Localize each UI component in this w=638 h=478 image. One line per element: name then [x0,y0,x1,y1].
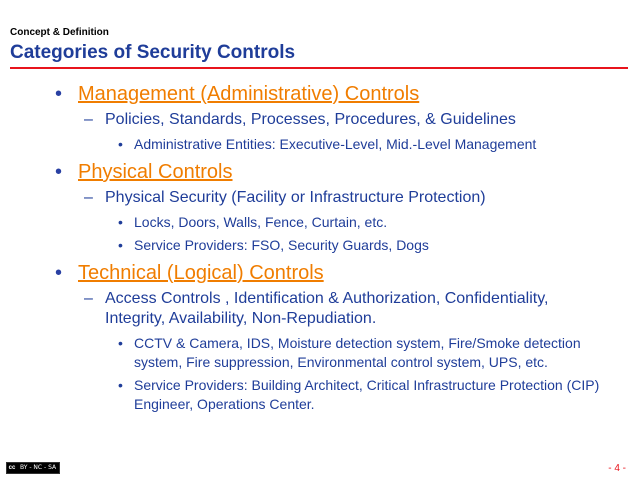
sub-list-item-text: Service Providers: Building Architect, Critical Infrastructure Protection (CIP) Engineer, Operations Center. [134,377,600,412]
section-heading-link[interactable]: Technical (Logical) Controls [78,262,324,284]
list-item [0,188,638,208]
list-item [0,289,638,329]
sub-list-item-text: Administrative Entities: Executive-Level, Mid.-Level Management [134,136,537,152]
dash-icon: – [84,189,93,206]
sub-list-item-text: Locks, Doors, Walls, Fence, Curtain, etc. [134,214,388,230]
slide-title: Categories of Security Controls [10,42,296,63]
section-heading [0,160,638,184]
title-divider [10,67,628,69]
list-item-text: Physical Security (Facility or Infrastructure Protection) [105,189,486,206]
bullet-icon: • [55,262,63,284]
list-item [0,110,638,130]
sub-list-item [0,334,638,372]
dash-icon: – [84,290,93,307]
section-heading [0,82,638,106]
list-item-text: Policies, Standards, Processes, Procedures, & Guidelines [105,111,516,128]
section-heading-link[interactable]: Physical Controls [78,161,233,183]
page-number: - 4 - [608,463,626,474]
bullet-icon: • [118,335,123,351]
list-item-text: Access Controls , Identification & Authorization, Confidentiality, Integrity, Availability, Non-Repudiation. [105,290,549,327]
bullet-icon: • [118,377,123,393]
bullet-icon: • [118,214,123,230]
sub-list-item [0,376,638,414]
cc-icon: cc [8,465,16,471]
section-heading-link[interactable]: Management (Administrative) Controls [78,83,420,105]
license-badge[interactable] [6,462,60,474]
sub-list-item [0,213,638,232]
license-text: BY - NC - SA [17,463,59,473]
bullet-icon: • [55,161,63,183]
sub-list-item-text: CCTV & Camera, IDS, Moisture detection system, Fire/Smoke detection system, Fire suppression, Environmental control system, UPS, etc. [134,335,581,370]
sub-list-item [0,135,638,154]
sub-list-item [0,236,638,255]
sub-list-item-text: Service Providers: FSO, Security Guards, Dogs [134,237,429,253]
section-heading [0,261,638,285]
slide-kicker: Concept & Definition [10,27,109,38]
dash-icon: – [84,111,93,128]
bullet-icon: • [118,136,123,152]
bullet-icon: • [55,83,63,105]
bullet-icon: • [118,237,123,253]
slide-content [0,82,638,418]
